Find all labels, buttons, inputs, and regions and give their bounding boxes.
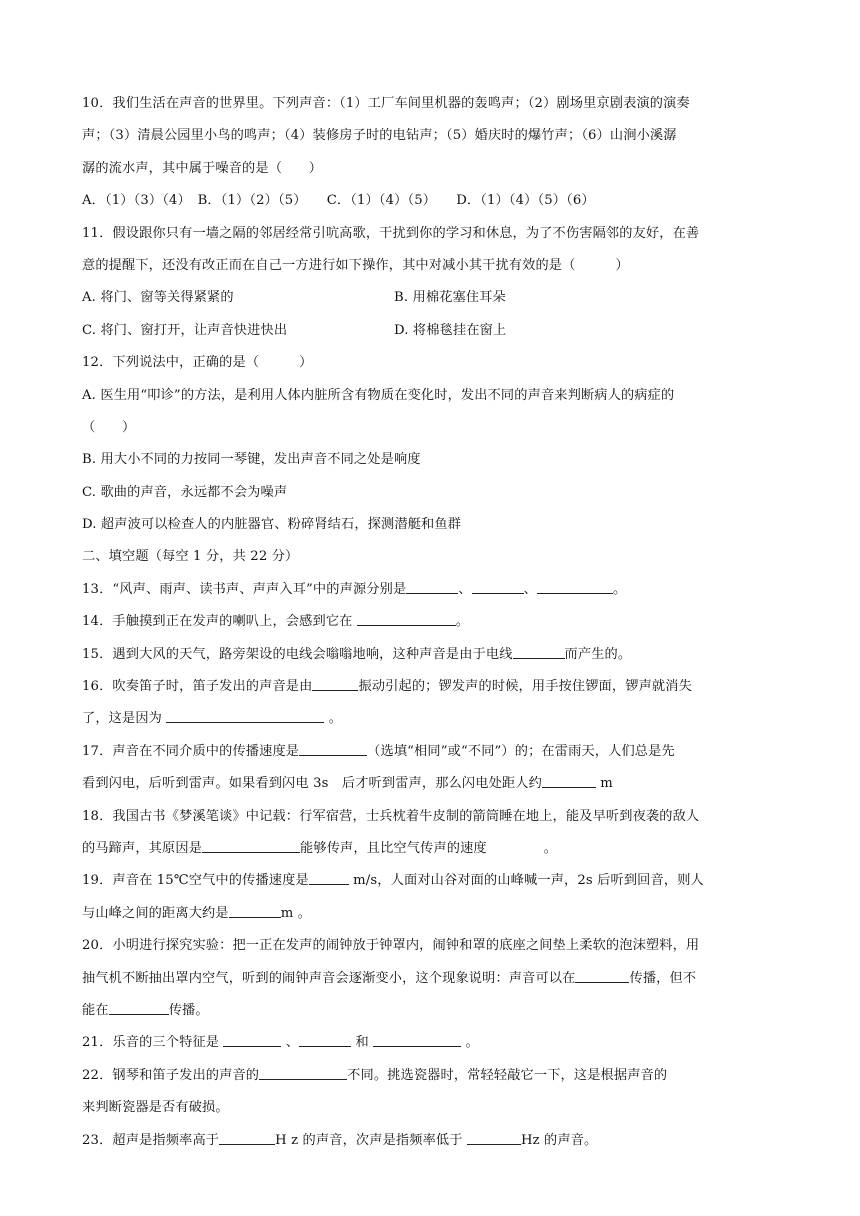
q21-blank-1 (223, 1032, 281, 1047)
q13-blank-3 (537, 579, 613, 594)
q16-line1 (82, 671, 782, 703)
q10-line2: 声；（3）清晨公园里小鸟的鸣声；（4）装修房子时的电钻声；（5）婚庆时的爆竹声；（6）山涧小溪潺 (82, 128, 677, 144)
q19-end: m 。 (280, 905, 312, 921)
q11-option-b: B. 用棉花塞住耳朵 (394, 290, 506, 306)
q12-option-a-line1: A. 医生用“叩诊”的方法，是利用人体内脏所含有物质在变化时，发出不同的声音来判断病人的病症的 (82, 387, 675, 403)
q20-blank-2 (109, 1000, 169, 1015)
q19-blank-2 (229, 903, 281, 918)
q22-text-b: 不同。挑选瓷器时，常轻轻敲它一下，这是根据声音的 (347, 1067, 668, 1083)
q18-line1: 18．我国古书《梦溪笔谈》中记载：行军宿营，士兵枕着牛皮制的箭筒睡在地上，能及早听到夜袭的敌人 (82, 808, 700, 824)
q11-options-row2 (82, 315, 782, 347)
q12-option-a-line2: （ ） (82, 419, 136, 435)
q21-blank-2 (299, 1032, 351, 1047)
q19-text-a: 19．声音在 15℃空气中的传播速度是 (82, 873, 309, 889)
q11-option-c: C. 将门、窗打开，让声音快进快出 (82, 322, 288, 338)
q15-end: 而产生的。 (564, 646, 632, 662)
q19-line1 (82, 865, 782, 897)
q16-line2 (82, 703, 782, 735)
q12-option-c: C. 歌曲的声音，永远都不会为噪声 (82, 484, 288, 500)
q17-text-b: （选填“相同”或“不同”）的；在雷雨天，人们总是先 (367, 743, 675, 759)
q13-end: 。 (612, 581, 627, 597)
q19-line2 (82, 898, 782, 930)
q14-text: 14．手触摸到正在发声的喇叭上，会感到它在 (82, 614, 357, 630)
q13-blank-2 (472, 579, 524, 594)
q23-end: Hz 的声音。 (520, 1132, 598, 1148)
q17-end: m (595, 776, 613, 792)
q19-blank-1 (309, 870, 349, 885)
q23-text-b: H z 的声音，次声是指频率低于 (275, 1132, 467, 1148)
q23-blank-1 (219, 1130, 275, 1145)
q22-blank-1 (259, 1065, 347, 1080)
q20-line3 (82, 995, 782, 1027)
q13 (82, 574, 782, 606)
q17-blank-2 (542, 773, 596, 788)
q15-text: 15．遇到大风的天气，路旁架设的电线会嗡嗡地响，这种声音是由于电线 (82, 646, 513, 662)
q17-text-a: 17．声音在不同介质中的传播速度是 (82, 743, 300, 759)
q13-blank-1 (406, 579, 458, 594)
q11-line1: 11．假设跟你只有一墙之隔的邻居经常引吭高歌，干扰到你的学习和休息，为了不伤害隔邻的友好，在善 (82, 225, 700, 241)
q16-end: 。 (324, 711, 343, 727)
q22-line1 (82, 1060, 782, 1092)
q10-options: A．（1）（3）（4） B．（1）（2）（5） C．（1）（4）（5） D．（1）（4）（5）（6） (82, 193, 595, 209)
q11-option-a: A. 将门、窗等关得紧紧的 (82, 290, 234, 306)
q13-separator-1: 、 (458, 581, 472, 597)
q14-end: 。 (455, 614, 470, 630)
q20-text-c: 能在 (82, 1002, 109, 1018)
q16-text-a: 16．吹奏笛子时，笛子发出的声音是由 (82, 679, 313, 695)
q20-blank-1 (575, 968, 629, 983)
q14 (82, 606, 782, 638)
q18-line2 (82, 833, 782, 865)
q11-option-d: D. 将棉毯挂在窗上 (394, 322, 507, 338)
q16-blank-1 (312, 676, 358, 691)
q23-text-a: 23．超声是指频率高于 (82, 1132, 220, 1148)
q21-blank-3 (373, 1032, 461, 1047)
q12-stem: 12．下列说法中，正确的是（ ） (82, 355, 313, 371)
q17-line2 (82, 768, 782, 800)
q14-blank (357, 611, 456, 626)
q20-text-a: 抽气机不断抽出罩内空气，听到的闹钟声音会逐渐变小，这个现象说明：声音可以在 (82, 970, 576, 986)
q20-line2 (82, 963, 782, 995)
q21-text: 21．乐音的三个特征是 (82, 1035, 224, 1051)
q20-text-b: 传播，但不 (629, 970, 697, 986)
q20-line1: 20．小明进行探究实验：把一正在发声的闹钟放于钟罩内，闹钟和罩的底座之间垫上柔软的泡沫塑料，用 (82, 938, 700, 954)
q18-text-a: 的马蹄声，其原因是 (82, 840, 203, 856)
q23 (82, 1125, 782, 1157)
q10-line1: 10．我们生活在声音的世界里。下列声音：（1）工厂车间里机器的轰鸣声；（2）剧场里京剧表演的演奏 (82, 96, 690, 111)
q12-option-b: B. 用大小不同的力按同一琴键，发出声音不同之处是响度 (82, 452, 421, 468)
q21-end: 。 (461, 1035, 479, 1051)
q16-text-b: 振动引起的；锣发声的时候，用手按住锣面，锣声就消失 (358, 679, 692, 695)
q21-separator-1: 、 (281, 1035, 300, 1051)
q22-line2: 来判断瓷器是否有破损。 (82, 1100, 229, 1116)
q17-line1 (82, 736, 782, 768)
section-heading-fill-in: 二、填空题（每空 1 分，共 22 分） (82, 549, 299, 565)
q18-end: 。 (543, 840, 558, 856)
exam-page (82, 88, 782, 1157)
q13-separator-2: 、 (523, 581, 537, 597)
q16-text-c: 了，这是因为 (82, 711, 167, 727)
q11-options-row1 (82, 282, 782, 314)
q23-blank-2 (467, 1130, 521, 1145)
q15 (82, 639, 782, 671)
q16-blank-2 (166, 708, 324, 723)
q10-line3: 潺的流水声，其中属于噪音的是（ ） (82, 160, 323, 176)
q18-blank-1 (202, 838, 300, 853)
q17-text-c: 看到闪电，后听到雷声。如果看到闪电 3s 后才听到雷声，那么闪电处距人约 (82, 776, 542, 792)
q15-blank (513, 644, 565, 659)
q19-text-c: 与山峰之间的距离大约是 (82, 905, 229, 921)
q22-text-a: 22．钢琴和笛子发出的声音的 (82, 1067, 260, 1083)
q21 (82, 1027, 782, 1059)
q19-text-b: m/s，人面对山谷对面的山峰喊一声，2s 后听到回音，则人 (348, 873, 704, 889)
q21-separator-2: 和 (351, 1035, 374, 1051)
q18-text-b: 能够传声，且比空气传声的速度 (300, 840, 487, 856)
q13-text: 13．“风声、雨声、读书声、声声入耳”中的声源分别是 (82, 581, 407, 597)
q20-end: 传播。 (168, 1002, 209, 1018)
q17-blank-1 (299, 741, 367, 756)
q12-option-d: D. 超声波可以检查人的内脏器官、粉碎肾结石，探测潜艇和鱼群 (82, 517, 462, 533)
q11-line2: 意的提醒下，还没有改正而在自己一方进行如下操作，其中对减小其干扰有效的是（ ） (82, 257, 629, 273)
